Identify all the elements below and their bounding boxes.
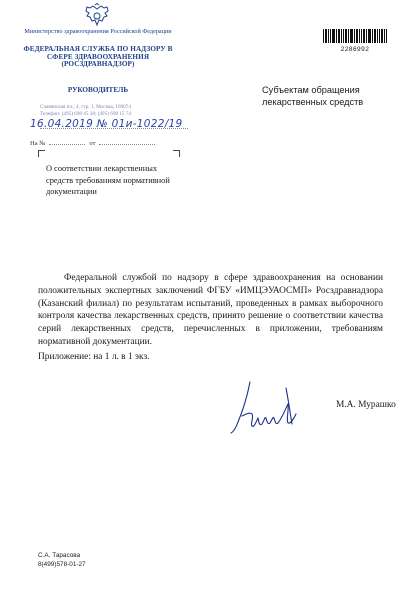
executor-phone: 8(499)578-01-27 <box>38 560 86 568</box>
to-label: На № <box>30 140 46 147</box>
reply-to-line <box>30 140 159 147</box>
barcode-number: 2286992 <box>340 46 370 53</box>
to-blank <box>49 144 85 145</box>
address-line: Славянская пл., 4, стр. 1, Москва, 109074 <box>40 104 131 110</box>
ministry-name: Министерство здравоохранения Российской Федерации <box>24 28 172 35</box>
recipient: Субъектам обращения лекарственных средств <box>262 85 364 108</box>
signer-name: М.А. Мурашко <box>336 400 396 410</box>
subject-bracket-right <box>173 150 180 157</box>
signature-icon <box>228 378 318 436</box>
subject-bracket-left <box>38 150 45 157</box>
letterhead-address <box>40 104 200 118</box>
from-blank <box>99 144 155 145</box>
service-name: ФЕДЕРАЛЬНАЯ СЛУЖБА ПО НАДЗОРУ В СФЕРЕ ЗДРАВООХРАНЕНИЯ (РОСЗДРАВНАДЗОР) <box>23 45 173 69</box>
head-title: РУКОВОДИТЕЛЬ <box>67 86 129 94</box>
letter-subject: О соответствии лекарственных средств требованиям нормативной документации <box>46 164 170 197</box>
handwritten-date-number: 16.04.2019 № 01и-1022/19 <box>30 118 183 130</box>
barcode-icon <box>323 29 387 43</box>
executor-block <box>38 552 86 570</box>
appendix-note: Приложение: на 1 л. в 1 экз. <box>38 352 150 362</box>
executor-name: С.А. Тарасова <box>38 552 81 559</box>
body-paragraph: Федеральной службой по надзору в сфере здравоохранения на основании положительных экспертных заключений ФГБУ «ИМЦЭУАОСМП» Росздравнадзора (Казанский филиал) по результатам испытаний, проведенных в рамках выборочного контроля качества лекарственных средств, принято решение о соответствии качества серий лекарственных средств, перечисленных в приложении, требованиям нормативной документации. <box>38 273 383 347</box>
emblem-icon <box>83 3 111 29</box>
phone-line: Телефон: (495) 698 45 38; (495) 698 15 74 <box>40 111 132 118</box>
from-label: от <box>89 140 96 147</box>
